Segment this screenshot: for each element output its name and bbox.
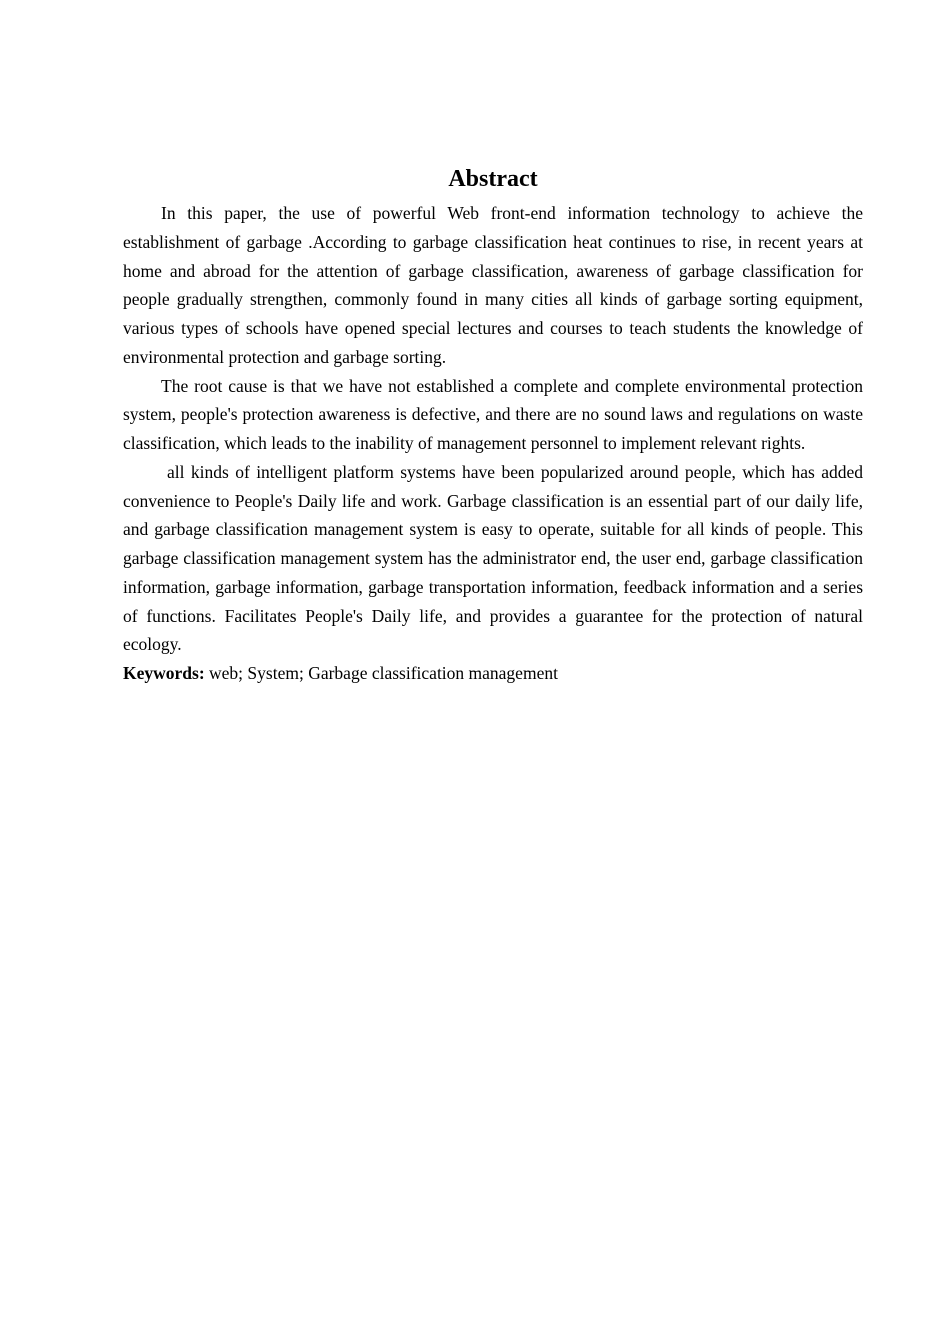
abstract-section xyxy=(123,163,863,688)
keywords-line xyxy=(123,659,863,688)
abstract-paragraph-3: all kinds of intelligent platform systems have been popularized around people, which has added convenience to People's Daily life and work. Garbage classification is an essential part of our daily life, and garbage classification management system is easy to operate, suitable for all kinds of people. This garbage classification management system has the administrator end, the user end, garbage classification information, garbage information, garbage transportation information, feedback information and a series of functions. Facilitates People's Daily life, and provides a guarantee for the protection of natural ecology. xyxy=(123,461,863,655)
keywords-label: Keywords: xyxy=(123,663,205,683)
abstract-paragraph-2: The root cause is that we have not established a complete and complete environmental protection system, people's protection awareness is defective, and there are no sound laws and regulations on waste classification, which leads to the inability of management personnel to implement relevant rights. xyxy=(123,375,863,453)
abstract-paragraph-1: In this paper, the use of powerful Web front-end information technology to achieve the establishment of garbage .According to garbage classification heat continues to rise, in recent years at home and abroad for the attention of garbage classification, awareness of garbage classification for people gradually strengthen, commonly found in many cities all kinds of garbage sorting equipment, various types of schools have opened special lectures and courses to teach students the knowledge of environmental protection and garbage sorting. xyxy=(123,203,863,367)
abstract-title: Abstract xyxy=(448,166,538,192)
keywords-text: web; System; Garbage classification management xyxy=(204,663,558,683)
